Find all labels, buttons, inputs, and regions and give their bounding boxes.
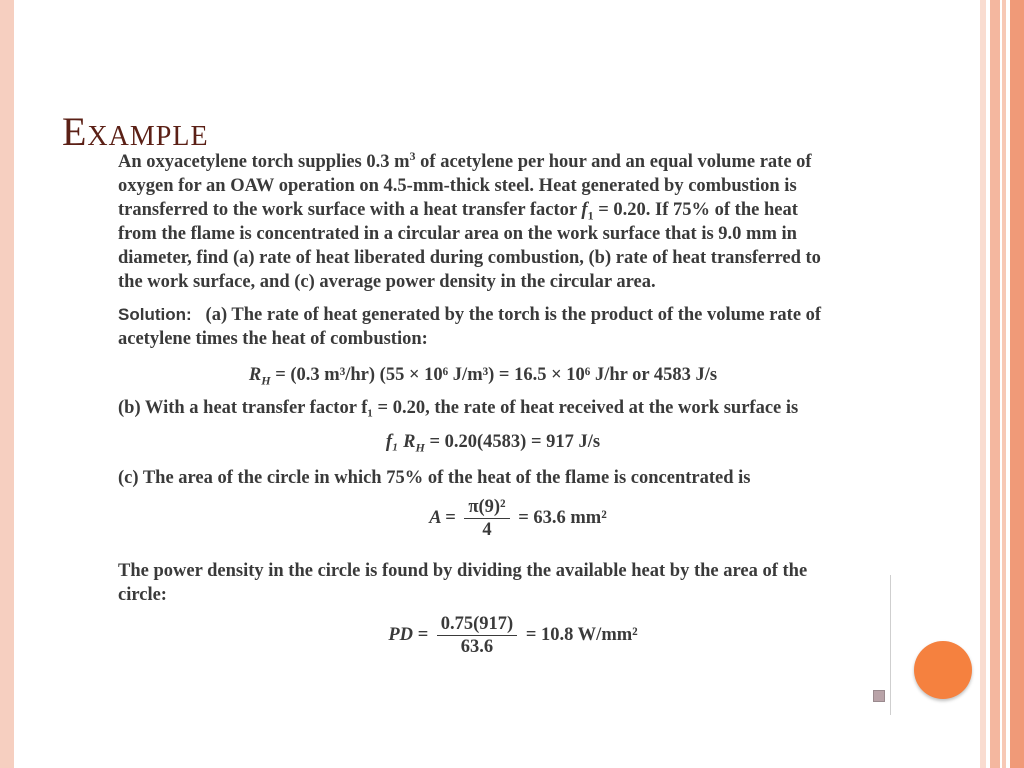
area-fraction: $\frac{\text{π(9)²}}{4}$ — [464, 496, 509, 541]
problem-statement: An oxyacetylene torch supplies 0.3 $m^3$ of acetylene per hour and an equal volume rate of oxygen for an OAW operation on 4.5-mm-thick steel. Heat generated by combustion is transferred to the work surface with a heat transfer factor $f_1 = 0.20$. If 75% of the heat from the flame is concentrated in a circular area on the work surface that is 9.0 mm in diameter, find (a) rate of heat liberated during combustion, (b) rate of heat transferred to the work surface, and (c) average power density in the circular area. — [118, 148, 821, 292]
slide-title: Example — [62, 109, 209, 154]
power-density-fraction: $\frac{0.75(917)}{63.6}$ — [437, 613, 517, 658]
equation-area: A = $\frac{\text{π(9)²}}{4}$ = 63.6 mm² — [429, 497, 607, 540]
decorative-orange-circle — [914, 641, 972, 699]
solution-label: Solution: — [118, 305, 192, 324]
left-decorative-bar — [0, 0, 14, 768]
equation-power-density: PD = $\frac{0.75(917)}{63.6}$ = 10.8 W/mm² — [388, 614, 638, 657]
solution-part-c: (c) The area of the circle in which 75% of the heat of the flame is concentrated is — [118, 468, 751, 488]
solution-part-b: (b) With a heat transfer factor f₁ = 0.20, the rate of heat received at the work surface is — [118, 398, 799, 418]
right-decorative-stripes — [980, 0, 1024, 768]
resize-handle-icon[interactable] — [873, 690, 885, 702]
textbook-excerpt — [118, 150, 888, 658]
solution-part-a: Solution: (a) The rate of heat generated by the torch is the product of the volume rate of acetylene times the heat of combustion: — [118, 305, 822, 349]
image-border-line — [890, 575, 891, 715]
equation-heat-rate: $R_H = (0.3$ m³/hr) (55 × 10⁶ J/m³) = 16.5 × 10⁶ J/hr or 4583 J/s — [248, 365, 718, 388]
equation-heat-received: f₁ $R_H = 0.20(4583) = 917$ J/s — [385, 432, 601, 455]
power-density-text: The power density in the circle is found by dividing the available heat by the area of the circle: — [118, 561, 808, 605]
